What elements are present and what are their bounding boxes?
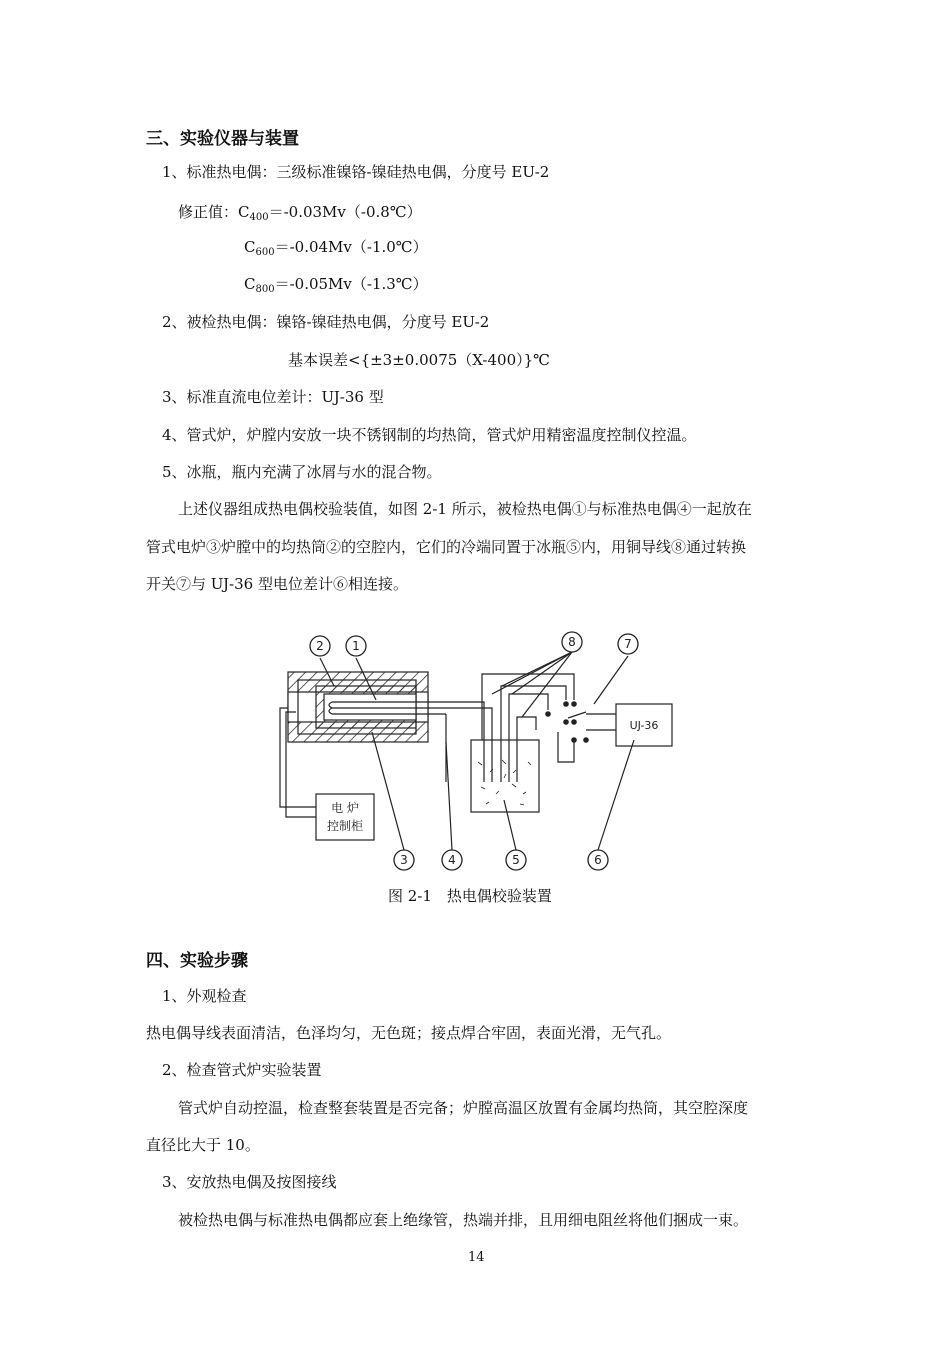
correction-label: 修正值： xyxy=(178,203,239,221)
item-5-ice-bottle: 5、冰瓶，瓶内充满了冰屑与水的混合物。 xyxy=(162,463,442,481)
controller-label-line1: 电 炉 xyxy=(331,801,359,815)
c-symbol: C xyxy=(244,275,256,293)
section-3-title: 三、实验仪器与装置 xyxy=(146,129,299,149)
callout-label: 2 xyxy=(316,639,324,653)
uj36-label: UJ-36 xyxy=(629,719,659,732)
correction-row-600 xyxy=(244,236,428,258)
item-2-tested-thermocouple: 2、被检热电偶：镍铬-镍硅热电偶，分度号 EU-2 xyxy=(162,313,490,331)
correction-value: ＝-0.03Mv（-0.8℃） xyxy=(268,203,422,221)
thermocouple-calibration-diagram xyxy=(276,622,686,877)
step-1-title: 1、外观检查 xyxy=(162,987,247,1005)
c-subscript: 800 xyxy=(255,284,275,295)
step-2-text-line2: 直径比大于 10。 xyxy=(146,1136,260,1154)
correction-row-800 xyxy=(244,273,428,295)
basic-error: 基本误差<{±3±0.0075（X-400）}℃ xyxy=(288,351,550,369)
paragraph-line-3: 开关⑦与 UJ-36 型电位差计⑥相连接。 xyxy=(146,575,408,593)
callout-label: 6 xyxy=(594,853,602,867)
callout-label: 7 xyxy=(624,637,632,651)
step-1-text: 热电偶导线表面清洁，色泽均匀，无色斑；接点焊合牢固，表面光滑，无气孔。 xyxy=(146,1024,672,1042)
callout-label: 8 xyxy=(568,635,576,649)
c-subscript: 400 xyxy=(249,212,269,223)
controller-label-line2: 控制柜 xyxy=(326,819,364,833)
figure-caption: 图 2-1 热电偶校验装置 xyxy=(388,887,552,905)
c-subscript: 600 xyxy=(255,247,275,258)
paragraph-line-1: 上述仪器组成热电偶校验装值，如图 2-1 所示，被检热电偶①与标准热电偶④一起放在 xyxy=(178,500,752,518)
c-symbol: C xyxy=(238,203,250,221)
callout-label: 1 xyxy=(352,639,360,653)
step-2-title: 2、检查管式炉实验装置 xyxy=(162,1061,322,1079)
callout-label: 4 xyxy=(448,853,456,867)
item-3-potentiometer: 3、标准直流电位差计：UJ-36 型 xyxy=(162,388,384,406)
c-symbol: C xyxy=(244,238,256,256)
correction-value: ＝-0.05Mv（-1.3℃） xyxy=(274,275,428,293)
callout-label: 3 xyxy=(400,853,408,867)
step-2-text-line1: 管式炉自动控温，检查整套装置是否完备；炉膛高温区放置有金属均热筒，其空腔深度 xyxy=(178,1099,749,1117)
correction-value: ＝-0.04Mv（-1.0℃） xyxy=(274,238,428,256)
step-3-title: 3、安放热电偶及按图接线 xyxy=(162,1173,337,1191)
step-3-text: 被检热电偶与标准热电偶都应套上绝缘管，热端并排，且用细电阻丝将他们捆成一束。 xyxy=(178,1211,749,1229)
item-4-tube-furnace: 4、管式炉，炉膛内安放一块不锈钢制的均热筒，管式炉用精密温度控制仪控温。 xyxy=(162,426,697,444)
callout-label: 5 xyxy=(512,853,520,867)
paragraph-line-2: 管式电炉③炉膛中的均热筒②的空腔内，它们的冷端同置于冰瓶⑤内，用铜导线⑧通过转换 xyxy=(146,538,747,556)
section-4-title: 四、实验步骤 xyxy=(146,951,248,971)
item-1-standard-thermocouple: 1、标准热电偶：三级标准镍铬-镍硅热电偶，分度号 EU-2 xyxy=(162,163,550,181)
correction-row-400 xyxy=(178,201,422,223)
page-number: 14 xyxy=(468,1250,485,1265)
